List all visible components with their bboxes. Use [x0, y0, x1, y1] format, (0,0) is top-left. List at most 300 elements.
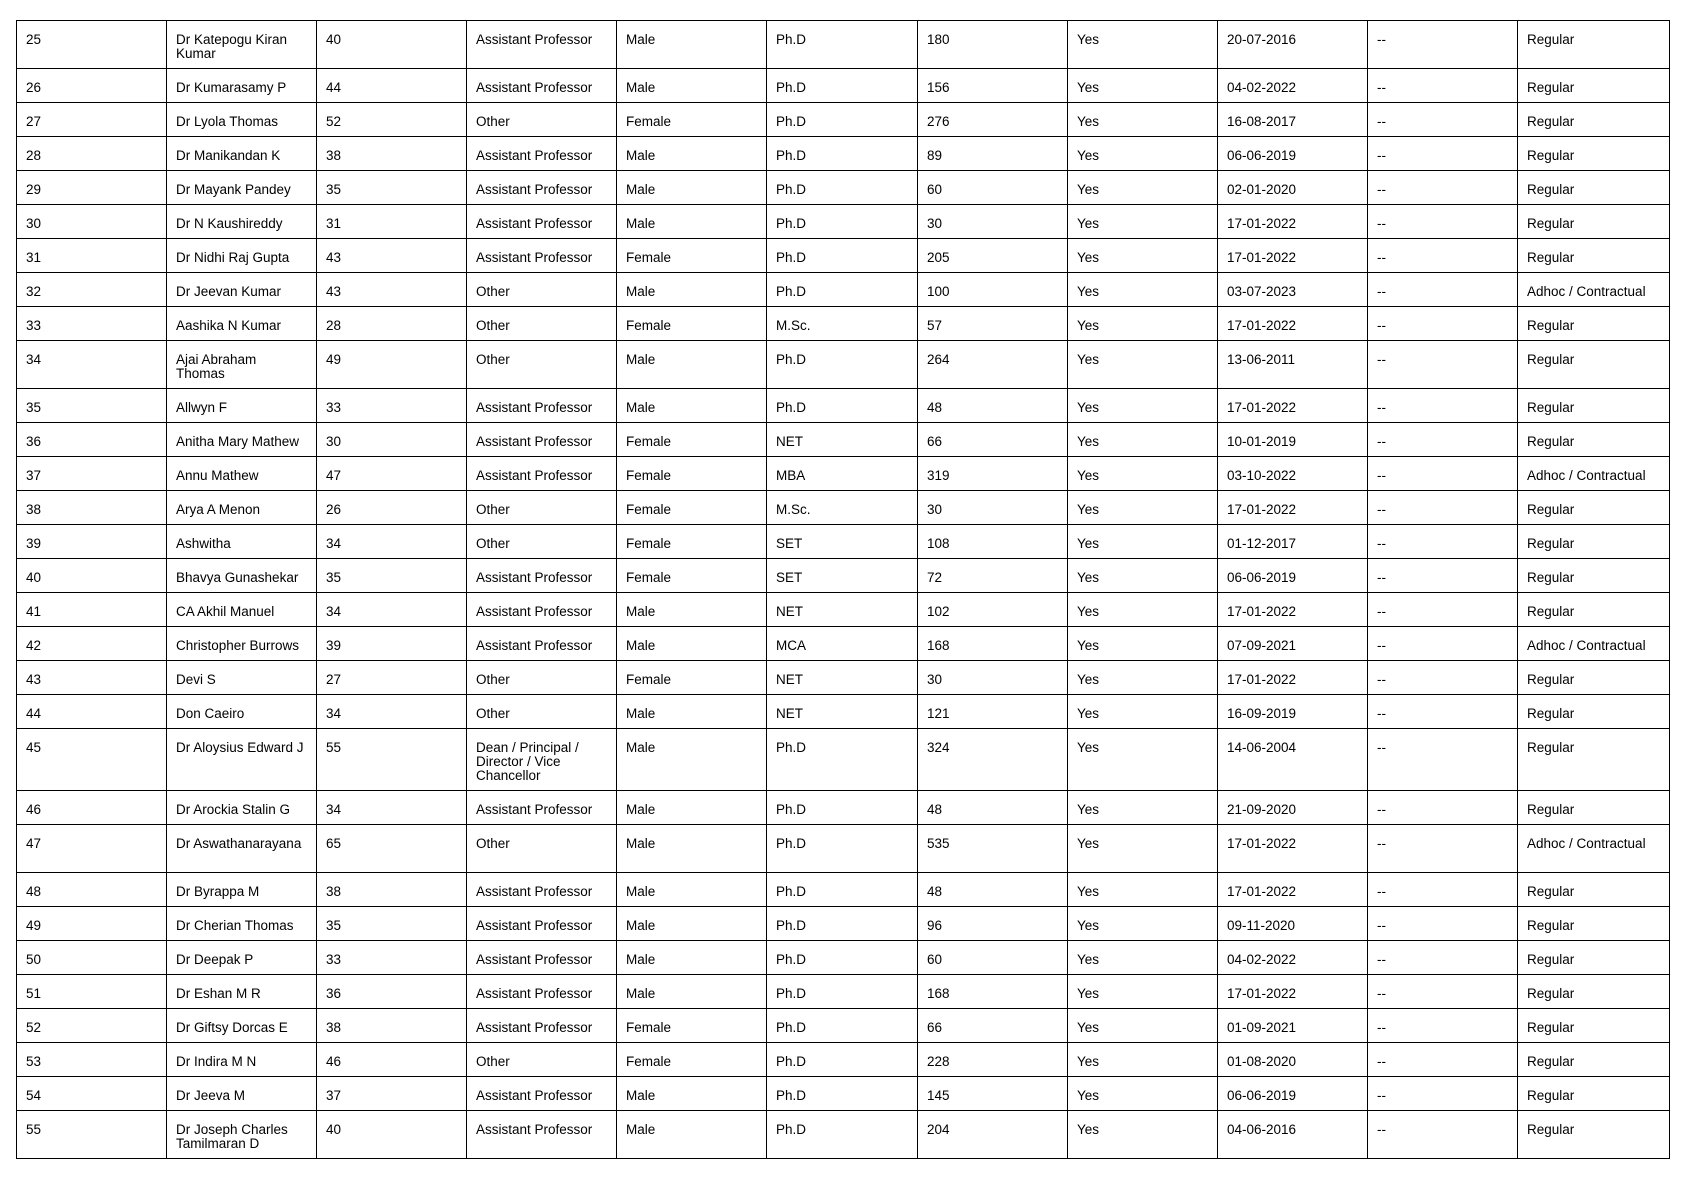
experience-cell: 72 [918, 559, 1068, 593]
sl-no-cell: 34 [17, 341, 167, 389]
joining-date-cell: 13-06-2011 [1218, 341, 1368, 389]
age-cell: 31 [317, 205, 467, 239]
qualification-cell: Ph.D [767, 137, 918, 171]
nature-cell: Adhoc / Contractual [1518, 457, 1670, 491]
sl-no-cell: 44 [17, 695, 167, 729]
qualification-cell: NET [767, 661, 918, 695]
age-cell: 46 [317, 1043, 467, 1077]
gender-cell: Male [617, 389, 767, 423]
age-cell: 43 [317, 273, 467, 307]
joining-date-cell: 17-01-2022 [1218, 205, 1368, 239]
status-cell: Yes [1068, 307, 1218, 341]
experience-cell: 30 [918, 661, 1068, 695]
joining-date-cell: 20-07-2016 [1218, 21, 1368, 69]
age-cell: 65 [317, 825, 467, 873]
nature-cell: Regular [1518, 661, 1670, 695]
age-cell: 49 [317, 341, 467, 389]
age-cell: 34 [317, 525, 467, 559]
name-cell: Dr Jeeva M [167, 1077, 317, 1111]
designation-cell: Assistant Professor [467, 423, 617, 457]
sl-no-cell: 55 [17, 1111, 167, 1159]
designation-cell: Assistant Professor [467, 941, 617, 975]
sl-no-cell: 29 [17, 171, 167, 205]
leaving-date-cell: -- [1368, 559, 1518, 593]
age-cell: 38 [317, 1009, 467, 1043]
nature-cell: Regular [1518, 593, 1670, 627]
status-cell: Yes [1068, 137, 1218, 171]
sl-no-cell: 27 [17, 103, 167, 137]
leaving-date-cell: -- [1368, 661, 1518, 695]
table-row [17, 137, 1670, 171]
name-cell: Dr N Kaushireddy [167, 205, 317, 239]
designation-cell: Assistant Professor [467, 457, 617, 491]
gender-cell: Male [617, 171, 767, 205]
designation-cell: Other [467, 273, 617, 307]
status-cell: Yes [1068, 341, 1218, 389]
designation-cell: Assistant Professor [467, 1077, 617, 1111]
status-cell: Yes [1068, 21, 1218, 69]
leaving-date-cell: -- [1368, 273, 1518, 307]
designation-cell: Assistant Professor [467, 1111, 617, 1159]
gender-cell: Male [617, 69, 767, 103]
experience-cell: 535 [918, 825, 1068, 873]
table-row [17, 69, 1670, 103]
age-cell: 33 [317, 389, 467, 423]
nature-cell: Regular [1518, 907, 1670, 941]
experience-cell: 228 [918, 1043, 1068, 1077]
experience-cell: 264 [918, 341, 1068, 389]
age-cell: 52 [317, 103, 467, 137]
qualification-cell: SET [767, 525, 918, 559]
experience-cell: 168 [918, 975, 1068, 1009]
table-row [17, 239, 1670, 273]
sl-no-cell: 36 [17, 423, 167, 457]
designation-cell: Other [467, 1043, 617, 1077]
name-cell: Dr Aswathanarayana [167, 825, 317, 873]
joining-date-cell: 06-06-2019 [1218, 137, 1368, 171]
status-cell: Yes [1068, 791, 1218, 825]
qualification-cell: NET [767, 593, 918, 627]
qualification-cell: Ph.D [767, 1009, 918, 1043]
gender-cell: Male [617, 627, 767, 661]
qualification-cell: Ph.D [767, 1111, 918, 1159]
sl-no-cell: 46 [17, 791, 167, 825]
age-cell: 28 [317, 307, 467, 341]
joining-date-cell: 21-09-2020 [1218, 791, 1368, 825]
leaving-date-cell: -- [1368, 873, 1518, 907]
age-cell: 55 [317, 729, 467, 791]
nature-cell: Regular [1518, 491, 1670, 525]
joining-date-cell: 03-10-2022 [1218, 457, 1368, 491]
qualification-cell: Ph.D [767, 941, 918, 975]
sl-no-cell: 49 [17, 907, 167, 941]
table-row [17, 103, 1670, 137]
leaving-date-cell: -- [1368, 239, 1518, 273]
leaving-date-cell: -- [1368, 1077, 1518, 1111]
gender-cell: Male [617, 729, 767, 791]
joining-date-cell: 17-01-2022 [1218, 593, 1368, 627]
experience-cell: 276 [918, 103, 1068, 137]
leaving-date-cell: -- [1368, 1009, 1518, 1043]
table-row [17, 341, 1670, 389]
joining-date-cell: 17-01-2022 [1218, 491, 1368, 525]
table-row [17, 791, 1670, 825]
sl-no-cell: 51 [17, 975, 167, 1009]
age-cell: 37 [317, 1077, 467, 1111]
table-row [17, 941, 1670, 975]
joining-date-cell: 17-01-2022 [1218, 975, 1368, 1009]
nature-cell: Regular [1518, 423, 1670, 457]
designation-cell: Assistant Professor [467, 791, 617, 825]
joining-date-cell: 17-01-2022 [1218, 873, 1368, 907]
experience-cell: 168 [918, 627, 1068, 661]
table-row [17, 593, 1670, 627]
status-cell: Yes [1068, 171, 1218, 205]
nature-cell: Adhoc / Contractual [1518, 273, 1670, 307]
qualification-cell: Ph.D [767, 69, 918, 103]
experience-cell: 60 [918, 171, 1068, 205]
age-cell: 35 [317, 559, 467, 593]
designation-cell: Assistant Professor [467, 907, 617, 941]
joining-date-cell: 17-01-2022 [1218, 389, 1368, 423]
experience-cell: 205 [918, 239, 1068, 273]
table-row [17, 273, 1670, 307]
table-row [17, 21, 1670, 69]
qualification-cell: Ph.D [767, 1043, 918, 1077]
nature-cell: Regular [1518, 873, 1670, 907]
status-cell: Yes [1068, 661, 1218, 695]
table-row [17, 873, 1670, 907]
sl-no-cell: 45 [17, 729, 167, 791]
table-row [17, 525, 1670, 559]
experience-cell: 57 [918, 307, 1068, 341]
table-row [17, 1009, 1670, 1043]
gender-cell: Male [617, 873, 767, 907]
age-cell: 44 [317, 69, 467, 103]
name-cell: Dr Nidhi Raj Gupta [167, 239, 317, 273]
nature-cell: Regular [1518, 389, 1670, 423]
table-row [17, 205, 1670, 239]
name-cell: Aashika N Kumar [167, 307, 317, 341]
leaving-date-cell: -- [1368, 137, 1518, 171]
gender-cell: Male [617, 1111, 767, 1159]
age-cell: 33 [317, 941, 467, 975]
sl-no-cell: 50 [17, 941, 167, 975]
qualification-cell: Ph.D [767, 205, 918, 239]
experience-cell: 145 [918, 1077, 1068, 1111]
name-cell: Dr Katepogu Kiran Kumar [167, 21, 317, 69]
leaving-date-cell: -- [1368, 1111, 1518, 1159]
experience-cell: 102 [918, 593, 1068, 627]
name-cell: Ajai Abraham Thomas [167, 341, 317, 389]
sl-no-cell: 42 [17, 627, 167, 661]
gender-cell: Female [617, 457, 767, 491]
qualification-cell: Ph.D [767, 103, 918, 137]
joining-date-cell: 17-01-2022 [1218, 239, 1368, 273]
sl-no-cell: 41 [17, 593, 167, 627]
status-cell: Yes [1068, 975, 1218, 1009]
joining-date-cell: 16-09-2019 [1218, 695, 1368, 729]
status-cell: Yes [1068, 205, 1218, 239]
nature-cell: Adhoc / Contractual [1518, 825, 1670, 873]
joining-date-cell: 01-08-2020 [1218, 1043, 1368, 1077]
status-cell: Yes [1068, 239, 1218, 273]
leaving-date-cell: -- [1368, 307, 1518, 341]
name-cell: Bhavya Gunashekar [167, 559, 317, 593]
nature-cell: Regular [1518, 941, 1670, 975]
sl-no-cell: 40 [17, 559, 167, 593]
leaving-date-cell: -- [1368, 103, 1518, 137]
nature-cell: Regular [1518, 1111, 1670, 1159]
sl-no-cell: 33 [17, 307, 167, 341]
gender-cell: Male [617, 695, 767, 729]
experience-cell: 66 [918, 1009, 1068, 1043]
joining-date-cell: 04-06-2016 [1218, 1111, 1368, 1159]
joining-date-cell: 10-01-2019 [1218, 423, 1368, 457]
designation-cell: Other [467, 341, 617, 389]
name-cell: Dr Kumarasamy P [167, 69, 317, 103]
table-body [17, 21, 1670, 1159]
designation-cell: Assistant Professor [467, 627, 617, 661]
nature-cell: Regular [1518, 307, 1670, 341]
qualification-cell: Ph.D [767, 729, 918, 791]
nature-cell: Regular [1518, 171, 1670, 205]
designation-cell: Other [467, 695, 617, 729]
experience-cell: 96 [918, 907, 1068, 941]
designation-cell: Other [467, 103, 617, 137]
nature-cell: Regular [1518, 239, 1670, 273]
nature-cell: Regular [1518, 729, 1670, 791]
status-cell: Yes [1068, 1077, 1218, 1111]
nature-cell: Regular [1518, 1043, 1670, 1077]
qualification-cell: Ph.D [767, 389, 918, 423]
experience-cell: 121 [918, 695, 1068, 729]
table-row [17, 171, 1670, 205]
gender-cell: Female [617, 103, 767, 137]
designation-cell: Other [467, 825, 617, 873]
joining-date-cell: 07-09-2021 [1218, 627, 1368, 661]
age-cell: 40 [317, 1111, 467, 1159]
age-cell: 38 [317, 873, 467, 907]
name-cell: Dr Joseph Charles Tamilmaran D [167, 1111, 317, 1159]
table-row [17, 457, 1670, 491]
status-cell: Yes [1068, 423, 1218, 457]
name-cell: Dr Arockia Stalin G [167, 791, 317, 825]
sl-no-cell: 53 [17, 1043, 167, 1077]
joining-date-cell: 06-06-2019 [1218, 559, 1368, 593]
name-cell: Dr Giftsy Dorcas E [167, 1009, 317, 1043]
name-cell: Dr Deepak P [167, 941, 317, 975]
name-cell: Dr Byrappa M [167, 873, 317, 907]
gender-cell: Female [617, 661, 767, 695]
designation-cell: Assistant Professor [467, 171, 617, 205]
leaving-date-cell: -- [1368, 825, 1518, 873]
age-cell: 30 [317, 423, 467, 457]
qualification-cell: Ph.D [767, 239, 918, 273]
joining-date-cell: 02-01-2020 [1218, 171, 1368, 205]
status-cell: Yes [1068, 559, 1218, 593]
gender-cell: Female [617, 307, 767, 341]
designation-cell: Assistant Professor [467, 137, 617, 171]
age-cell: 36 [317, 975, 467, 1009]
experience-cell: 156 [918, 69, 1068, 103]
leaving-date-cell: -- [1368, 975, 1518, 1009]
status-cell: Yes [1068, 457, 1218, 491]
gender-cell: Male [617, 593, 767, 627]
joining-date-cell: 06-06-2019 [1218, 1077, 1368, 1111]
nature-cell: Regular [1518, 69, 1670, 103]
name-cell: Allwyn F [167, 389, 317, 423]
status-cell: Yes [1068, 69, 1218, 103]
qualification-cell: Ph.D [767, 873, 918, 907]
age-cell: 34 [317, 593, 467, 627]
table-row [17, 661, 1670, 695]
table-row [17, 389, 1670, 423]
name-cell: Anitha Mary Mathew [167, 423, 317, 457]
nature-cell: Regular [1518, 341, 1670, 389]
nature-cell: Regular [1518, 1009, 1670, 1043]
status-cell: Yes [1068, 103, 1218, 137]
joining-date-cell: 14-06-2004 [1218, 729, 1368, 791]
experience-cell: 100 [918, 273, 1068, 307]
experience-cell: 60 [918, 941, 1068, 975]
gender-cell: Male [617, 21, 767, 69]
status-cell: Yes [1068, 1009, 1218, 1043]
table-row [17, 627, 1670, 661]
status-cell: Yes [1068, 825, 1218, 873]
sl-no-cell: 47 [17, 825, 167, 873]
joining-date-cell: 17-01-2022 [1218, 825, 1368, 873]
gender-cell: Female [617, 423, 767, 457]
leaving-date-cell: -- [1368, 21, 1518, 69]
qualification-cell: Ph.D [767, 975, 918, 1009]
nature-cell: Regular [1518, 975, 1670, 1009]
status-cell: Yes [1068, 525, 1218, 559]
leaving-date-cell: -- [1368, 907, 1518, 941]
qualification-cell: Ph.D [767, 791, 918, 825]
gender-cell: Female [617, 1009, 767, 1043]
qualification-cell: M.Sc. [767, 491, 918, 525]
sl-no-cell: 35 [17, 389, 167, 423]
leaving-date-cell: -- [1368, 1043, 1518, 1077]
joining-date-cell: 17-01-2022 [1218, 661, 1368, 695]
table-row [17, 559, 1670, 593]
qualification-cell: NET [767, 423, 918, 457]
leaving-date-cell: -- [1368, 525, 1518, 559]
experience-cell: 204 [918, 1111, 1068, 1159]
status-cell: Yes [1068, 873, 1218, 907]
experience-cell: 48 [918, 873, 1068, 907]
sl-no-cell: 26 [17, 69, 167, 103]
qualification-cell: NET [767, 695, 918, 729]
leaving-date-cell: -- [1368, 627, 1518, 661]
sl-no-cell: 31 [17, 239, 167, 273]
designation-cell: Dean / Principal / Director / Vice Chancellor [467, 729, 617, 791]
designation-cell: Assistant Professor [467, 239, 617, 273]
table-row [17, 907, 1670, 941]
qualification-cell: M.Sc. [767, 307, 918, 341]
gender-cell: Male [617, 205, 767, 239]
nature-cell: Regular [1518, 525, 1670, 559]
age-cell: 43 [317, 239, 467, 273]
name-cell: Dr Aloysius Edward J [167, 729, 317, 791]
gender-cell: Female [617, 559, 767, 593]
name-cell: Ashwitha [167, 525, 317, 559]
status-cell: Yes [1068, 491, 1218, 525]
leaving-date-cell: -- [1368, 205, 1518, 239]
designation-cell: Assistant Professor [467, 873, 617, 907]
experience-cell: 89 [918, 137, 1068, 171]
gender-cell: Male [617, 975, 767, 1009]
gender-cell: Female [617, 239, 767, 273]
experience-cell: 319 [918, 457, 1068, 491]
gender-cell: Male [617, 1077, 767, 1111]
name-cell: Devi S [167, 661, 317, 695]
gender-cell: Male [617, 791, 767, 825]
leaving-date-cell: -- [1368, 341, 1518, 389]
age-cell: 40 [317, 21, 467, 69]
table-row [17, 307, 1670, 341]
name-cell: Dr Jeevan Kumar [167, 273, 317, 307]
qualification-cell: MBA [767, 457, 918, 491]
table-row [17, 423, 1670, 457]
designation-cell: Assistant Professor [467, 1009, 617, 1043]
qualification-cell: Ph.D [767, 341, 918, 389]
gender-cell: Male [617, 137, 767, 171]
gender-cell: Male [617, 341, 767, 389]
age-cell: 34 [317, 695, 467, 729]
name-cell: Annu Mathew [167, 457, 317, 491]
experience-cell: 30 [918, 491, 1068, 525]
name-cell: Arya A Menon [167, 491, 317, 525]
joining-date-cell: 09-11-2020 [1218, 907, 1368, 941]
sl-no-cell: 43 [17, 661, 167, 695]
leaving-date-cell: -- [1368, 457, 1518, 491]
leaving-date-cell: -- [1368, 791, 1518, 825]
name-cell: Dr Manikandan K [167, 137, 317, 171]
joining-date-cell: 01-09-2021 [1218, 1009, 1368, 1043]
experience-cell: 48 [918, 389, 1068, 423]
qualification-cell: Ph.D [767, 171, 918, 205]
gender-cell: Male [617, 825, 767, 873]
qualification-cell: Ph.D [767, 273, 918, 307]
qualification-cell: MCA [767, 627, 918, 661]
designation-cell: Assistant Professor [467, 559, 617, 593]
status-cell: Yes [1068, 907, 1218, 941]
status-cell: Yes [1068, 593, 1218, 627]
leaving-date-cell: -- [1368, 69, 1518, 103]
experience-cell: 180 [918, 21, 1068, 69]
qualification-cell: Ph.D [767, 1077, 918, 1111]
nature-cell: Regular [1518, 791, 1670, 825]
age-cell: 34 [317, 791, 467, 825]
age-cell: 39 [317, 627, 467, 661]
name-cell: Christopher Burrows [167, 627, 317, 661]
table-row [17, 1043, 1670, 1077]
experience-cell: 66 [918, 423, 1068, 457]
leaving-date-cell: -- [1368, 593, 1518, 627]
designation-cell: Assistant Professor [467, 21, 617, 69]
leaving-date-cell: -- [1368, 941, 1518, 975]
experience-cell: 324 [918, 729, 1068, 791]
status-cell: Yes [1068, 389, 1218, 423]
nature-cell: Regular [1518, 559, 1670, 593]
gender-cell: Female [617, 525, 767, 559]
gender-cell: Male [617, 941, 767, 975]
table-row [17, 1111, 1670, 1159]
designation-cell: Other [467, 307, 617, 341]
nature-cell: Regular [1518, 103, 1670, 137]
